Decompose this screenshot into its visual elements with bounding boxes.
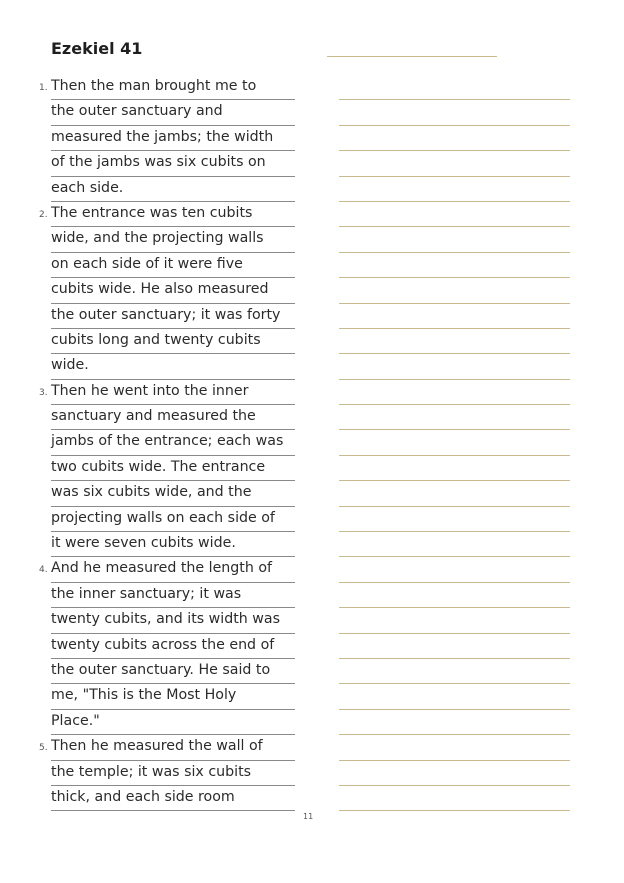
verse-text-line — [51, 583, 295, 608]
handwriting-practice-line[interactable] — [339, 329, 570, 354]
handwriting-practice-line[interactable] — [339, 75, 570, 100]
verse-text-line — [51, 126, 295, 151]
handwriting-practice-line[interactable] — [339, 100, 570, 125]
text-line-row — [0, 532, 624, 557]
handwriting-practice-line[interactable] — [339, 634, 570, 659]
text-line-row — [0, 253, 624, 278]
verse-text-line — [51, 151, 295, 176]
text-line-row — [0, 380, 624, 405]
verse-text: me, "This is the Most Holy — [51, 687, 237, 704]
handwriting-practice-line[interactable] — [339, 684, 570, 709]
text-line-row — [0, 659, 624, 684]
verse-text-line — [51, 202, 295, 227]
verse-text: jambs of the entrance; each was — [51, 433, 284, 450]
verse-text: cubits wide. He also measured — [51, 281, 269, 298]
text-line-row — [0, 100, 624, 125]
text-line-row — [0, 126, 624, 151]
text-line-row — [0, 710, 624, 735]
handwriting-practice-line[interactable] — [339, 380, 570, 405]
text-line-row — [0, 608, 624, 633]
verse-text-line — [51, 354, 295, 379]
verse-number: 5. — [39, 743, 48, 754]
text-line-row — [0, 583, 624, 608]
verse-text: Place." — [51, 712, 100, 729]
text-line-row — [0, 761, 624, 786]
handwriting-practice-line[interactable] — [339, 507, 570, 532]
verse-text-line — [51, 634, 295, 659]
handwriting-practice-line[interactable] — [339, 557, 570, 582]
verse-text: the outer sanctuary; it was forty — [51, 306, 281, 323]
text-line-row — [0, 151, 624, 176]
verse-text-line — [51, 761, 295, 786]
handwriting-practice-line[interactable] — [339, 735, 570, 760]
verse-text-line — [51, 608, 295, 633]
transcription-lines — [0, 75, 624, 811]
handwriting-practice-line[interactable] — [339, 177, 570, 202]
verse-text-line — [51, 430, 295, 455]
verse-text-line — [51, 481, 295, 506]
verse-text-line — [51, 557, 295, 582]
text-line-row — [0, 405, 624, 430]
handwriting-practice-line[interactable] — [339, 583, 570, 608]
verse-text: was six cubits wide, and the — [51, 484, 252, 501]
verse-text: the temple; it was six cubits — [51, 763, 252, 780]
verse-text: the outer sanctuary. He said to — [51, 661, 271, 678]
verse-text: of the jambs was six cubits on — [51, 154, 266, 171]
verse-text-line — [51, 735, 295, 760]
text-line-row — [0, 304, 624, 329]
verse-text-line — [51, 659, 295, 684]
handwriting-practice-line[interactable] — [339, 126, 570, 151]
verse-text-line — [51, 100, 295, 125]
handwriting-practice-line[interactable] — [339, 253, 570, 278]
verse-text-line — [51, 304, 295, 329]
verse-text: Then he went into the inner — [51, 382, 249, 399]
verse-text-line — [51, 380, 295, 405]
handwriting-practice-line[interactable] — [339, 456, 570, 481]
handwriting-practice-line[interactable] — [339, 405, 570, 430]
text-line-row — [0, 329, 624, 354]
page-number: 11 — [303, 813, 314, 819]
text-line-row — [0, 507, 624, 532]
verse-text-line — [51, 177, 295, 202]
verse-text: wide, and the projecting walls — [51, 230, 264, 247]
verse-text: each side. — [51, 179, 124, 196]
verse-text-line — [51, 329, 295, 354]
page-title: Ezekiel 41 — [51, 39, 143, 58]
verse-text: twenty cubits, and its width was — [51, 611, 280, 628]
handwriting-practice-line[interactable] — [339, 481, 570, 506]
verse-number: 3. — [39, 387, 48, 398]
handwriting-practice-line[interactable] — [339, 278, 570, 303]
verse-text-line — [51, 405, 295, 430]
verse-text: two cubits wide. The entrance — [51, 458, 266, 475]
text-line-row — [0, 354, 624, 379]
verse-text: on each side of it were five — [51, 255, 243, 272]
verse-text: wide. — [51, 357, 89, 374]
text-line-row — [0, 456, 624, 481]
handwriting-practice-line[interactable] — [339, 532, 570, 557]
handwriting-practice-line[interactable] — [339, 608, 570, 633]
text-line-row — [0, 735, 624, 760]
verse-text-line — [51, 507, 295, 532]
verse-text-line — [51, 786, 295, 811]
verse-text: thick, and each side room — [51, 788, 235, 805]
handwriting-practice-line[interactable] — [339, 227, 570, 252]
verse-number: 2. — [39, 209, 48, 220]
verse-text: twenty cubits across the end of — [51, 636, 275, 653]
verse-text-line — [51, 684, 295, 709]
text-line-row — [0, 557, 624, 582]
verse-text: the inner sanctuary; it was — [51, 585, 242, 602]
text-line-row — [0, 202, 624, 227]
verse-number: 4. — [39, 565, 48, 576]
text-line-row — [0, 278, 624, 303]
text-line-row — [0, 786, 624, 811]
verse-text-line — [51, 278, 295, 303]
verse-text: projecting walls on each side of — [51, 509, 275, 526]
verse-text: it were seven cubits wide. — [51, 535, 236, 552]
verse-text: cubits long and twenty cubits — [51, 331, 261, 348]
verse-text-line — [51, 456, 295, 481]
text-line-row — [0, 684, 624, 709]
verse-text: The entrance was ten cubits — [51, 204, 253, 221]
verse-text-line — [51, 75, 295, 100]
text-line-row — [0, 177, 624, 202]
handwriting-practice-line[interactable] — [339, 304, 570, 329]
verse-text: measured the jambs; the width — [51, 128, 274, 145]
handwriting-practice-line[interactable] — [339, 710, 570, 735]
verse-text: Then the man brought me to — [51, 78, 257, 94]
text-line-row — [0, 481, 624, 506]
verse-text-line — [51, 227, 295, 252]
text-line-row — [0, 227, 624, 252]
handwriting-practice-line[interactable] — [339, 151, 570, 176]
text-line-row — [0, 75, 624, 100]
text-line-row — [0, 634, 624, 659]
verse-text: sanctuary and measured the — [51, 408, 256, 425]
verse-number: 1. — [39, 83, 48, 93]
verse-text-line — [51, 253, 295, 278]
handwriting-practice-line[interactable] — [339, 659, 570, 684]
verse-text-line — [51, 532, 295, 557]
verse-text-line — [51, 710, 295, 735]
text-line-row — [0, 430, 624, 455]
handwriting-practice-line[interactable] — [339, 786, 570, 811]
handwriting-practice-line[interactable] — [339, 202, 570, 227]
verse-text: Then he measured the wall of — [51, 738, 263, 755]
handwriting-practice-line[interactable] — [339, 761, 570, 786]
verse-text: the outer sanctuary and — [51, 103, 223, 120]
handwriting-practice-line[interactable] — [339, 430, 570, 455]
title-writing-line[interactable] — [327, 56, 497, 57]
verse-text: And he measured the length of — [51, 560, 273, 577]
handwriting-practice-line[interactable] — [339, 354, 570, 379]
